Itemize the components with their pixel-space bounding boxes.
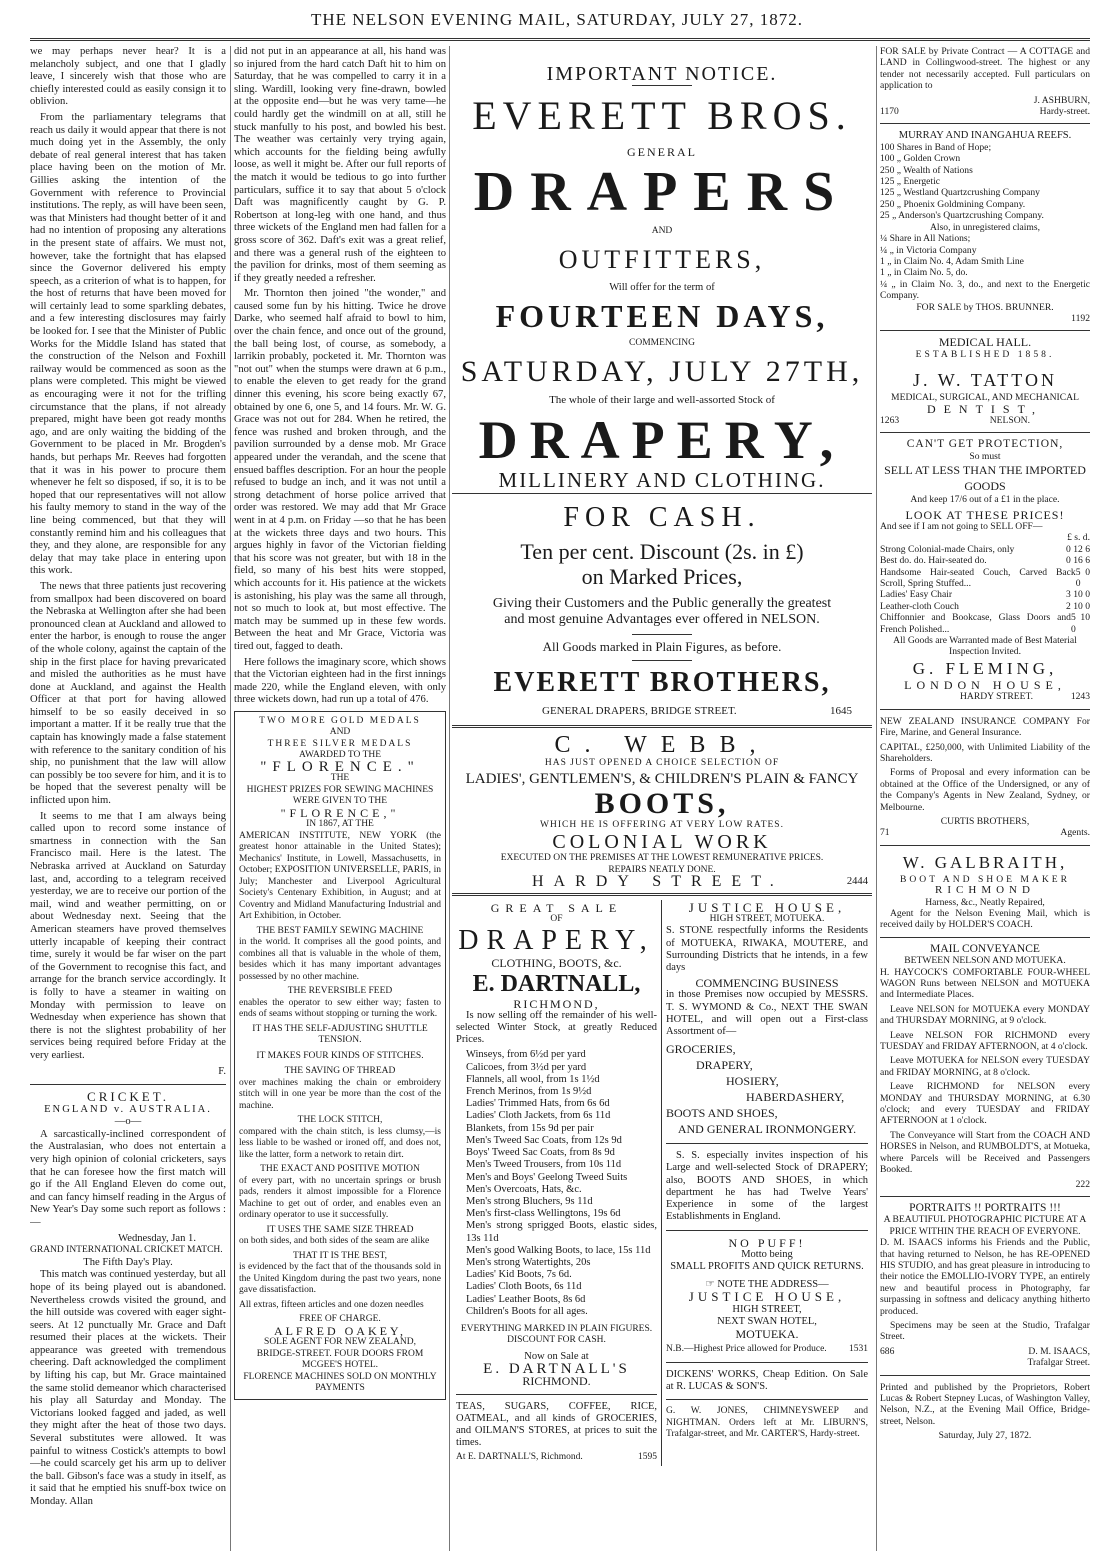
ad-footer [456,1452,657,1464]
divider [880,330,1090,331]
ad-line: BOOT AND SHOE MAKER [899,873,1071,885]
dartnall-price-list [456,1049,657,1317]
reefs-heading: MURRAY AND INANGAHUA REEFS. [898,130,1072,142]
list-item: AND GENERAL IRONMONGERY. [677,1122,857,1137]
teas-ad: TEAS, SUGARS, COFFEE, RICE, OATMEAL, and all kinds of GROCERIES, and OILMAN'S STORES, at prices to suit the times. [456,1400,657,1449]
list-item: 125 „ Westland Quartzcrushing Company [880,187,1040,199]
ad-line: WHICH HE IS OFFERING AT VERY LOW RATES. [540,819,784,830]
ad-heading: THE LOCK STITCH, [297,1115,383,1126]
for-cash: FOR CASH. [563,501,761,533]
ad-ref: 1531 [849,1344,868,1355]
list-item: Ladies' Cloth Boots, 6s 11d [466,1281,582,1293]
ad-heading: THE SAVING OF THREAD [284,1066,396,1077]
ad-line: And see if I am not going to SELL OFF— [880,521,1043,532]
article-paragraph: did not put in an appearance at all, his hand was so injured from the hard catch Daft hit to him on Saturday, that he was compelled to carry it in a sling. Wardill, looking very fine-drawn, bowled at the opposite end—but he was very tame—he could hardly get the windmill on at all, still he stuck manfully to his post, and bowled his best. The weather was certainly very trying again, which accounts for the fielding being awfully loose, as well it might be. After our full reports of the match it would be tedious to go into further particulars, suffice it to say that about 5 o'clock Daft was magnificently caught by G. P. Robertson at long-leg with one hand, and thus three wickets of the England men had fallen for a gross score of 362. Daft's exit was a great relief, and there was a general rush of the eighteen to the pavilion for drinks, most of them seeming as if they greatly needed a refresher. [234,46,446,284]
ad-line: MAIL CONVEYANCE [930,942,1040,955]
ad-text: compared with the chain stitch, is less clumsy,—is less liable to be washed or ironed off, and does not, like the latter, form a network to retain dirt. [239,1126,441,1160]
ad-heading: FREE OF CHARGE. [299,1314,381,1325]
webb-street: HARDY STREET. [532,873,784,891]
masthead: THE NELSON EVENING MAIL, SATURDAY, JULY 27, 1872. [311,10,803,29]
divider [880,709,1090,710]
outfitters-title: OUTFITTERS, [558,244,766,274]
ad-line: COMMENCING BUSINESS [695,976,839,991]
ad-agent: ALFRED OAKEY, [273,1323,407,1338]
article-paragraph: Mr. Thornton then joined "the wonder," and caused some fun by his hitting. Twice he drove Darke, who seemed half afraid to bowl to him, over the chain fence, and once out of the ground, the ball being lost, of course, as somebody, a larrikin probably, pocketed it. Mr. Thornton was "not out" when the stumps were drawn at 6 p.m., to enable the eleven to get ready for the grand dinner this evening, his score being exactly 67, obtained by one 6, one 5, and 14 fours. Mr. W. G. Grace was not out for 284. When he retired, the fence was rushed and broken through, and the pavilion surrounded by a dense mob. Mr Grace appeared under the verandah, and the scene that ensued baffles description. For an hour the people refused to budge an inch, and it was not until a strong detachment of horse police arrived that order was restored. We may add that Mr Grace went in at 4 p.m. on Friday —so that he has been at the wickets three days and two hours. This argues highly in favor of the Victorian fielding that his score was not greater, but with 18 in the field, so many of his best hits were stopped, which accounts for it. His patience at the wickets is astonishing, his play was the same all through, not so much to look at, but most effective. The match may be summed up in these few words. Between the heat and Mr Grace, Victoria was tired out, fagged to death. [234,288,446,652]
ad-line: OF [550,913,563,924]
list-item: 1 „ in Claim No. 5, do. [880,267,968,279]
drapery-title: DRAPERY, [478,410,846,471]
lower-ads [452,900,872,1466]
column-2 [234,46,446,1546]
ad-address: GENERAL DRAPERS, BRIDGE STREET. [542,704,737,717]
price-row [880,601,1090,612]
cricket-date: Wednesday, Jan 1. [118,1232,196,1244]
dickens-ad: DICKENS' WORKS, Cheap Edition. On Sale at R. LUCAS & SON'S. [666,1368,868,1392]
list-item: Men's and Boys' Geelong Tweed Suits [466,1171,628,1183]
divider [880,432,1090,433]
ad-address: HARDY STREET. [960,691,1034,703]
ad-footer [452,705,872,722]
ad-brand: "FLORENCE," [280,805,400,820]
ad-line: HIGH STREET, [732,1303,802,1315]
ad-line: ☞ NOTE THE ADDRESS— [705,1279,829,1291]
dartnall-drapery: DRAPERY, [458,925,655,957]
schedule-item: Leave RICHMOND for NELSON every MONDAY and THURSDAY MORNING, at 6.30 o'clock; and every TUESDAY and FRIDAY AFTERNOON at 1 o'clock. [880,1081,1090,1127]
article-signature: F. [218,1065,226,1077]
divider [666,1399,868,1400]
ad-footer [880,1346,1090,1357]
drapers-title: DRAPERS [473,161,851,224]
price-value: 5 0 0 [1075,566,1090,590]
list-item: 250 „ Phoenix Goldmining Company. [880,198,1026,210]
ad-text: The Conveyance will Start from the COACH AND HORSES in Nelson, and RUMBOLDT'S, at Motueka, where Parcels will be Received and Passengers Booked. [880,1129,1090,1176]
list-item: French Merinos, from 1s 9½d [466,1086,592,1098]
ad-text: of every part, with no uncertain springs or brush pads, renders it almost impossible for a Florence Machine to get out of order, and enables even an ordinary operator to use it successfully. [239,1175,441,1221]
cricket-heading: CRICKET. [87,1089,169,1105]
column-divider [230,46,231,1551]
ad-line: AND [651,226,673,237]
column-divider [449,46,450,1551]
ad-line: GENERAL [627,144,697,159]
article-paragraph: Here follows the imaginary score, which shows that the Victorian eighteen had in the first innings made 220, while the England eleven, with only three wickets down, had run up a total of 476. [234,656,446,706]
list-item: Men's Overcoats, Hats, &c. [466,1183,582,1195]
ad-brand: "FLORENCE." [260,758,420,775]
ad-text: AMERICAN INSTITUTE, NEW YORK (the greatest honor attainable in the United States); Mechanics' Institute, in Lowell, Massachusetts, in October; EXPOSITION UNIVERSELLE, PARIS, in July; Manchester and Liverpool Agricultural Society's Centenary Exhibition, in August; and at Coventry and Midland Manufacturing Industrial and Art Exhibition, in October. [239,830,441,922]
ad-line: Motto being [741,1248,793,1260]
ad-text: CAPITAL, £250,000, with Unlimited Liability of the Shareholders. [880,741,1090,764]
cricket-day: The Fifth Day's Play. [83,1256,173,1268]
list-item: 1 „ in Claim No. 4, Adam Smith Line [880,255,1024,267]
divider [666,1362,868,1363]
ad-address: NELSON. [989,414,1030,426]
ad-text: enables the operator to sew either way; fasten to ends of seams without stopping or turning the work. [239,997,441,1020]
list-item: HABERDASHERY, [746,1090,845,1105]
price-value: 0 16 6 [1066,555,1090,567]
ad-name: J. ASHBURN, [1033,94,1090,106]
ad-line: SELL AT LESS THAN THE IMPORTED GOODS [884,463,1086,494]
ad-text: on both sides, and both sides of the seam are alike [239,1236,430,1247]
jones-ad: G. W. JONES, CHIMNEYSWEEP and NIGHTMAN. Orders left at Mr. LIBURN'S, Trafalgar-street, and Mr. CARTER'S, Hardy-street. [666,1406,868,1440]
ad-line: IN 1867, AT THE [306,819,374,830]
price-value: 2 10 0 [1066,600,1090,612]
imprint: Printed and published by the Proprietors, Robert Lucas & Robert Stepney Lucas, of Washington Valley, Nelson, N.Z., at the Evening Mail Office, Bridge-street, Nelson. [880,1381,1090,1427]
ad-footer [880,827,1090,838]
ad-monthly: FLORENCE MACHINES SOLD ON MONTHLY PAYMENTS [243,1371,437,1394]
ad-agent-address: BRIDGE-STREET. FOUR DOORS FROM [256,1348,424,1359]
list-item: HOSIERY, [726,1074,779,1089]
ad-line: JUSTICE HOUSE, [688,1289,846,1305]
list-item: Calicoes, from 3½d per yard [466,1061,587,1073]
price-row [880,567,1090,590]
ad-text: over machines making the chain or embroidery stitch will in one year be more than the cost of the machine. [239,1077,441,1111]
article-paragraph: we may perhaps never hear? It is a melancholy subject, and one that I gladly leave, I sincerely wish that those who are chiefly interested could as easily consign it to oblivion. [30,46,226,108]
ad-line: FOR SALE by THOS. BRUNNER. [916,301,1054,313]
webb-colonial: COLONIAL WORK [552,831,772,854]
ad-ref: 686 [880,1345,895,1357]
ad-agent-role: SOLE AGENT FOR NEW ZEALAND, [264,1337,416,1348]
column-4 [880,46,1090,1546]
ad-ref: 1192 [1071,312,1090,324]
cricket-subheading: ENGLAND v. AUSTRALIA. [44,1103,212,1115]
list-item: Men's strong Watertights, 20s [466,1256,591,1268]
justice-house-ad [662,900,872,1446]
list-item: 25 „ Anderson's Quartzcrushing Company. [880,210,1044,222]
ad-line: WERE GIVEN TO THE [292,796,388,807]
list-item: 125 „ Energetic [880,176,941,188]
article-paragraph: From the parliamentary telegrams that reach us daily it would appear that there is not much doing yet in the Assembly, the only debate of real general interest that has taken place having been on the motion of Mr. Gillies asking the intention of the Government with reference to Provincial institutions. The reply, as will have been seen, was that Ministers had thought better of it and had no intention of proposing any alterations in the present state of affairs. We must not, however, take the fortnight that has elapsed since the Governor delivered his empty speech, as a criterion of what is to happen, for the host of returns that have been moved for will certainly lead to some sparkling debates, and a few interesting disclosures may fairly be looked for. I see that the Minister of Public Works for the Middle Island has stated that the construction of the Nelson and Foxhill railway would be commenced as soon as the plans were completed. This might be viewed as encouraging were it not for the trifling circumstance that the plans, if not already prepared, might have been got ready months ago, and are only waiting the bidding of the Government to be placed in Mr. Brogden's hands, but perhaps Mr. Reeves had forgotten that it was in his power to procure them whenever he felt so disposed, if so, it is to be hoped that our representatives will not allow his faulty memory to stand in the way of the line being commenced, but that they will constantly remind him and his colleagues that they, and they alone, are responsible for any delay that may take place in entering upon this work. [30,111,226,577]
ad-line: THE [330,773,350,784]
list-item: Ladies' Trimmed Hats, from 6s 6d [466,1098,610,1110]
list-item: Men's strong Bluchers, 9s 11d [466,1195,593,1207]
cricket-match-title: GRAND INTERNATIONAL CRICKET MATCH. [30,1245,223,1256]
ad-line: TWO MORE GOLD MEDALS [259,715,421,726]
ad-line: THREE SILVER MEDALS [267,738,413,749]
ad-text: Agent for the Nelson Evening Mail, which is received daily by HOLDER'S COACH. [880,907,1090,931]
ad-text: is evidenced by the fact that of the thousands sold in the United Kingdom during the past two years, none gave dissatisfaction. [239,1262,441,1296]
imprint-date: Saturday, July 27, 1872. [938,1430,1032,1442]
schedule-item: Leave MOTUEKA for NELSON every TUESDAY and FRIDAY MORNING, at 8 o'clock. [880,1055,1090,1078]
list-item: 100 Shares in Band of Hope; [880,141,992,153]
list-item: ¼ „ in Victoria Company [880,244,977,256]
ad-text: D. M. ISAACS informs his Friends and the Public, that having returned to Nelson, he has RE-OPENED HIS STUDIO, and has great pleasure in introducing to their notice the EMOLLIO-IVORY TYPE, an entirely new and beautiful process in Photography, far surpassing in softness and delicacy anything hitherto produced. [880,1237,1090,1317]
ad-text: in those Premises now occupied by MESSRS. T. S. WYMOND & Co., NEXT THE SWAN HOTEL, and will open out a First-class Assortment of— [666,989,868,1038]
ad-line: GREAT SALE [490,900,623,915]
ad-line: EXECUTED ON THE PREMISES AT THE LOWEST REMUNERATIVE PRICES. [500,853,824,864]
ad-line: So must [969,450,1001,462]
ad-footer [880,415,1090,426]
divider [880,845,1090,846]
dartnall-shop: E. DARTNALL'S [483,1361,630,1378]
ad-footer [880,691,1090,702]
ad-line: A BEAUTIFUL PHOTOGRAPHIC PICTURE AT A PRICE WITHIN THE REACH OF EVERYONE. [883,1214,1087,1237]
ad-address: Hardy-street. [1039,106,1090,118]
ad-line: DISCOUNT FOR CASH. [507,1335,606,1346]
ad-line: CLOTHING, BOOTS, &c. [491,956,622,971]
ad-text: H. HAYCOCK'S COMFORTABLE FOUR-WHEEL WAGON Runs between NELSON and MOTUEKA and Intermediate Places. [880,966,1090,1001]
ad-text: S. STONE respectfully informs the Residents of MOTUEKA, RIWAKA, MOUTERE, and Surrounding Districts that he intends, in a few days [666,925,868,974]
divider [666,1230,868,1231]
column-3 [452,46,872,1546]
tatton-name: J. W. TATTON [913,370,1057,391]
ad-line: RICHMOND, [513,996,600,1011]
ad-agent-address: MCGEE'S HOTEL. [301,1360,379,1371]
ad-ref: 1595 [638,1452,657,1463]
price-value: 5 10 0 [1070,612,1090,635]
ad-line: DENTIST, [926,401,1044,416]
divider [880,123,1090,124]
divider [452,493,872,494]
divider [30,1084,226,1085]
ad-line: Now on Sale at [524,1350,589,1362]
ad-heading: THE EXACT AND POSITIVE MOTION [260,1164,420,1175]
ad-text: NEW ZEALAND INSURANCE COMPANY For Fire, Marine, and General Insurance. [880,715,1090,739]
ad-ref: 1170 [880,106,899,118]
ad-line: CAN'T GET PROTECTION, [906,438,1064,451]
ad-ref: 1645 [830,704,852,717]
discount-line: on Marked Prices, [581,563,743,589]
column-1 [30,46,226,1546]
price-row [880,589,1090,600]
ad-address: Agents. [1060,827,1090,839]
ad-line: NO PUFF! [728,1235,806,1250]
ad-footer [880,106,1090,117]
ad-heading: THE BEST FAMILY SEWING MACHINE [256,925,424,936]
list-item: Ladies' Cloth Jackets, from 6s 11d [466,1110,611,1122]
ad-line: MEDICAL, SURGICAL, AND MECHANICAL [891,392,1079,404]
ad-text: Specimens may be seen at the Studio, Trafalgar Street. [880,1319,1090,1343]
fourteen-days: FOURTEEN DAYS, [495,298,829,335]
ad-text: in the world. It comprises all the good points, and combines all that is valuable in the whole of them, besides which it has many important advantages possessed by no other machine. [239,937,441,982]
ad-line: ESTABLISHED 1858. [915,348,1055,360]
article-paragraph: The news that three patients just recovering from smallpox had been discovered on board the Nebraska at Wellington after she had been pronounced clean at Auckland and allowed to enter the harbor, is enough to rouse the anger of the whole colony, against the captain of the ship in the first place for having prevaricated and misled the authorities as he must have done at Auckland, and against the Health Officer at that port for having allowed himself to be so easily deceived in so important a matter. If it be really true that the captain has knowingly made a false statement with reference to the sanitary condition of his ship, no punishment that the law will allow can possibly be too severe for him, and it is to be hoped that the severest penalty will be inflicted upon him. [30,580,226,807]
ad-line: AWARDED TO THE [298,750,382,761]
ad-line: LONDON HOUSE, [904,677,1066,692]
ad-line: BETWEEN NELSON AND MOTUEKA. [904,955,1066,967]
ad-text: S. S. especially invites inspection of his Large and well-selected Stock of DRAPERY; also, BOOTS AND SHOES, in which department he has had Twelve Years' Experience in some of the largest Establishments in England. [666,1150,868,1223]
ad-line: JUSTICE HOUSE, [688,899,846,915]
article-paragraph: It seems to me that I am always being called upon to record some instance of smartness in connection with the San Francisco mail. Here is the latest. The Nebraska arrived at Auckland on Saturday last, and, according to a telegram received yesterday, we are to receive our portion of the mail, wind and weather permitting, on or about Wednesday next. Seeing that the American steamers have proved themselves utterly incapable of keeping their contract time, surely it would be far wiser on the part of the Government to recognise this fact, and arrange for the branch service accordingly. It is folly to have a steamer in waiting on Monday with permission to leave on Wednesday when experience has shown that there is not the slightest probability of her services being required before Friday at the very earliest. [30,810,226,1061]
ad-ref: 1243 [1070,691,1090,703]
discount-line: Ten per cent. Discount (2s. in £) [520,538,804,564]
ad-line: RICHMOND. [522,1374,591,1389]
ad-text: All extras, fifteen articles and one dozen needles [239,1299,424,1310]
everett-brothers: EVERETT BROTHERS, [493,666,831,698]
ad-line: MEDICAL HALL. [938,335,1032,350]
price-row [880,612,1090,635]
divider [632,634,692,635]
list-item: Children's Boots for all ages. [466,1305,588,1317]
dartnall-name: E. DARTNALL, [472,970,641,997]
ad-line: Harness, &c., Neatly Repaired, [925,896,1045,908]
ad-line: EVERYTHING MARKED IN PLAIN FIGURES. [460,1323,653,1334]
list-item: Winseys, from 6½d per yard [466,1049,586,1061]
millinery-title: MILLINERY AND CLOTHING. [498,468,826,493]
ad-ref: 1263 [880,414,900,426]
ad-line: HIGH STREET, MOTUEKA. [709,913,825,924]
list-item: Boys' Tweed Sac Coats, from 8s 9d [466,1147,615,1159]
cricket-body: This match was continued yesterday, but all hope of its being played out is abandoned. Nevertheless crowds visited the ground, and the hill outside was covered with eager sight-seers. At 12 punctually Mr. Grace and Daft resumed their places at the wickets. Their appearance was greeted with tremendous cheering. Daft acknowledged the compliment by lifting his cap, but Mr. Grace maintained the same stolid demeanor which characterised his play all Saturday and Monday. The Victorians looked fagged and jaded, as well they might after the heat of those two days. Several substitutes were allowed. It was painful to witness Costick's attempts to bowl—he could scarcely get his arm up to deliver the ball. Gibson's face was a study in itself, as it said that he emptied his snuff-box twice on Monday. Allan [30,1269,226,1507]
price-item: Best do. do. Hair-seated do. [880,555,987,567]
ad-line: COMMENCING [629,338,695,349]
ad-heading: THE REVERSIBLE FEED [287,986,393,997]
list-item: GROCERIES, [666,1042,736,1057]
column-divider [876,46,877,1551]
ad-line: £ s. d. [1067,532,1090,544]
ad-line: CURTIS BROTHERS, [940,815,1030,827]
cricket-divider: —o— [114,1116,142,1128]
galbraith-name: W. GALBRAITH, [902,852,1068,872]
ad-ref: 2444 [846,876,868,888]
webb-name: C. WEBB, [554,732,770,759]
price-item: Strong Colonial-made Chairs, only [880,543,1015,555]
ad-line: And keep 17/6 out of a £1 in the place. [910,494,1060,506]
masthead-rule [30,38,1090,41]
ad-line: RICHMOND [935,884,1035,897]
ad-line: HAS JUST OPENED A CHOICE SELECTION OF [544,758,780,769]
price-item: Leather-cloth Couch [880,600,959,612]
ad-ref: 222 [1075,1178,1090,1190]
ad-line: LADIES', GENTLEMEN'S, & CHILDREN'S PLAIN & FANCY [465,770,859,787]
cricket-intro: A sarcastically-inclined correspondent of the Australasian, who does not entertain a very high opinion of colonial cricketers, says that he can foresee how the first match will go if the All England Eleven do come out, and can fancy himself reading in the Argus of New Year's Day some such report as follows :— [30,1128,226,1229]
divider [880,937,1090,938]
ad-line: MOTUEKA. [735,1326,799,1341]
important-notice: IMPORTANT NOTICE. [546,63,778,85]
price-item: Ladies' Easy Chair [880,589,953,601]
ad-heading: IT USES THE SAME SIZE THREAD [266,1224,414,1235]
webb-ad [452,732,872,889]
price-value: 3 10 0 [1066,589,1090,601]
list-item: Blankets, from 15s 9d per pair [466,1122,594,1134]
ad-text: Giving their Customers and the Public generally the greatest and most genuine Advantages ever offered in NELSON. [492,595,832,627]
ad-footer [666,1344,868,1356]
list-item: Men's Tweed Sac Coats, from 12s 9d [466,1134,622,1146]
divider [880,1196,1090,1197]
goods-list [666,1041,868,1137]
ad-line: NEXT SWAN HOTEL, [717,1315,817,1327]
list-item: ¼ Share in All Nations; [880,233,971,245]
ad-text: All Goods marked in Plain Figures, as before. [542,638,782,654]
ad-line: Will offer for the term of [609,281,715,293]
florence-ad [234,711,446,1400]
ad-heading: IT MAKES FOUR KINDS OF STITCHES. [256,1050,424,1061]
price-row [880,555,1090,566]
fleming-name: G. FLEMING, [912,658,1058,678]
webb-boots: BOOTS, [594,786,730,820]
ad-line: LOOK AT THESE PRICES! [905,507,1065,522]
list-item: Men's first-class Wellingtons, 19s 6d [466,1208,621,1220]
divider [880,1375,1090,1376]
ad-line: All Goods are Warranted made of Best Material Inspection Invited. [893,635,1077,658]
ad-line: The whole of their large and well-assorted Stock of [549,393,775,406]
ad-line: SMALL PROFITS AND QUICK RETURNS. [670,1260,864,1272]
ad-footer [452,873,872,891]
ad-heading: IT HAS THE SELF-ADJUSTING SHUTTLE TENSION. [252,1023,428,1046]
price-item: Chiffonnier and Bookcase, Glass Doors and French Polished... [880,612,1071,635]
divider [456,1394,657,1395]
list-item: BOOTS AND SHOES, [666,1106,778,1121]
ad-address: At E. DARTNALL'S, Richmond. [456,1452,583,1463]
ad-line: AND [329,727,351,738]
everett-title: EVERETT BROS. [472,92,852,138]
list-item: Men's Tweed Trousers, from 10s 11d [466,1159,622,1171]
list-item: 100 „ Golden Crown [880,153,961,165]
schedule-item: Leave NELSON for MOTUEKA every MONDAY and THURSDAY MORNING, at 9 o'clock. [880,1003,1090,1027]
list-item: ¼ „ in Claim No. 3, do., and next to the Energetic Company. [880,278,1090,302]
list-item: Ladies' Kid Boots, 7s 6d. [466,1269,572,1281]
ad-line: PORTRAITS !! PORTRAITS !!! [909,1201,1061,1214]
ad-text: N.B.—Highest Price allowed for Produce. [666,1344,827,1355]
ad-address: Trafalgar Street. [1027,1357,1090,1369]
sale-date: SATURDAY, JULY 27TH, [460,354,864,388]
dartnall-ad [452,900,662,1466]
price-value: 0 12 6 [1066,543,1090,555]
list-item: Ladies' Leather Boots, 8s 6d [466,1293,586,1305]
ad-line: Also, in unregistered claims, [929,221,1041,233]
price-row [880,544,1090,555]
list-item: Men's good Walking Boots, to lace, 15s 11d [466,1244,651,1256]
ad-line: HIGHEST PRIZES FOR SEWING MACHINES [246,784,434,795]
list-item: DRAPERY, [696,1058,753,1073]
everett-ad [452,63,872,721]
list-item: 250 „ Wealth of Nations [880,164,973,176]
ad-name: D. M. ISAACS, [1028,1345,1090,1357]
ad-text: Forms of Proposal and every information can be obtained at the Office of the Undersigned, or any of the Company's Agents in New Zealand, Sydney, or Melbourne. [880,767,1090,813]
ad-line: REPAIRS NEATLY DONE. [608,864,716,875]
divider [666,1143,868,1144]
ad-heading: THAT IT IS THE BEST, [292,1250,388,1261]
ad-text: FOR SALE by Private Contract — A COTTAGE and LAND in Collingwood-street. The highest or any tender not necessarily accepted. Full particulars on application to [880,46,1090,92]
schedule-item: Leave NELSON FOR RICHMOND every TUESDAY and FRIDAY AFTERNOON, at 4 o'clock. [880,1029,1090,1053]
ad-ref: 71 [880,827,890,839]
price-item: Handsome Hair-seated Couch, Carved Back Scroll, Spring Stuffed... [880,566,1076,590]
list-item: Flannels, all wool, from 1s 1½d [466,1073,600,1085]
ad-text: Is now selling off the remainder of his well-selected Winter Stock, at greatly Reduced Prices. [456,1009,657,1046]
divider [632,660,692,661]
list-item: Men's strong sprigged Boots, elastic sides, 13s 11d [466,1220,657,1244]
